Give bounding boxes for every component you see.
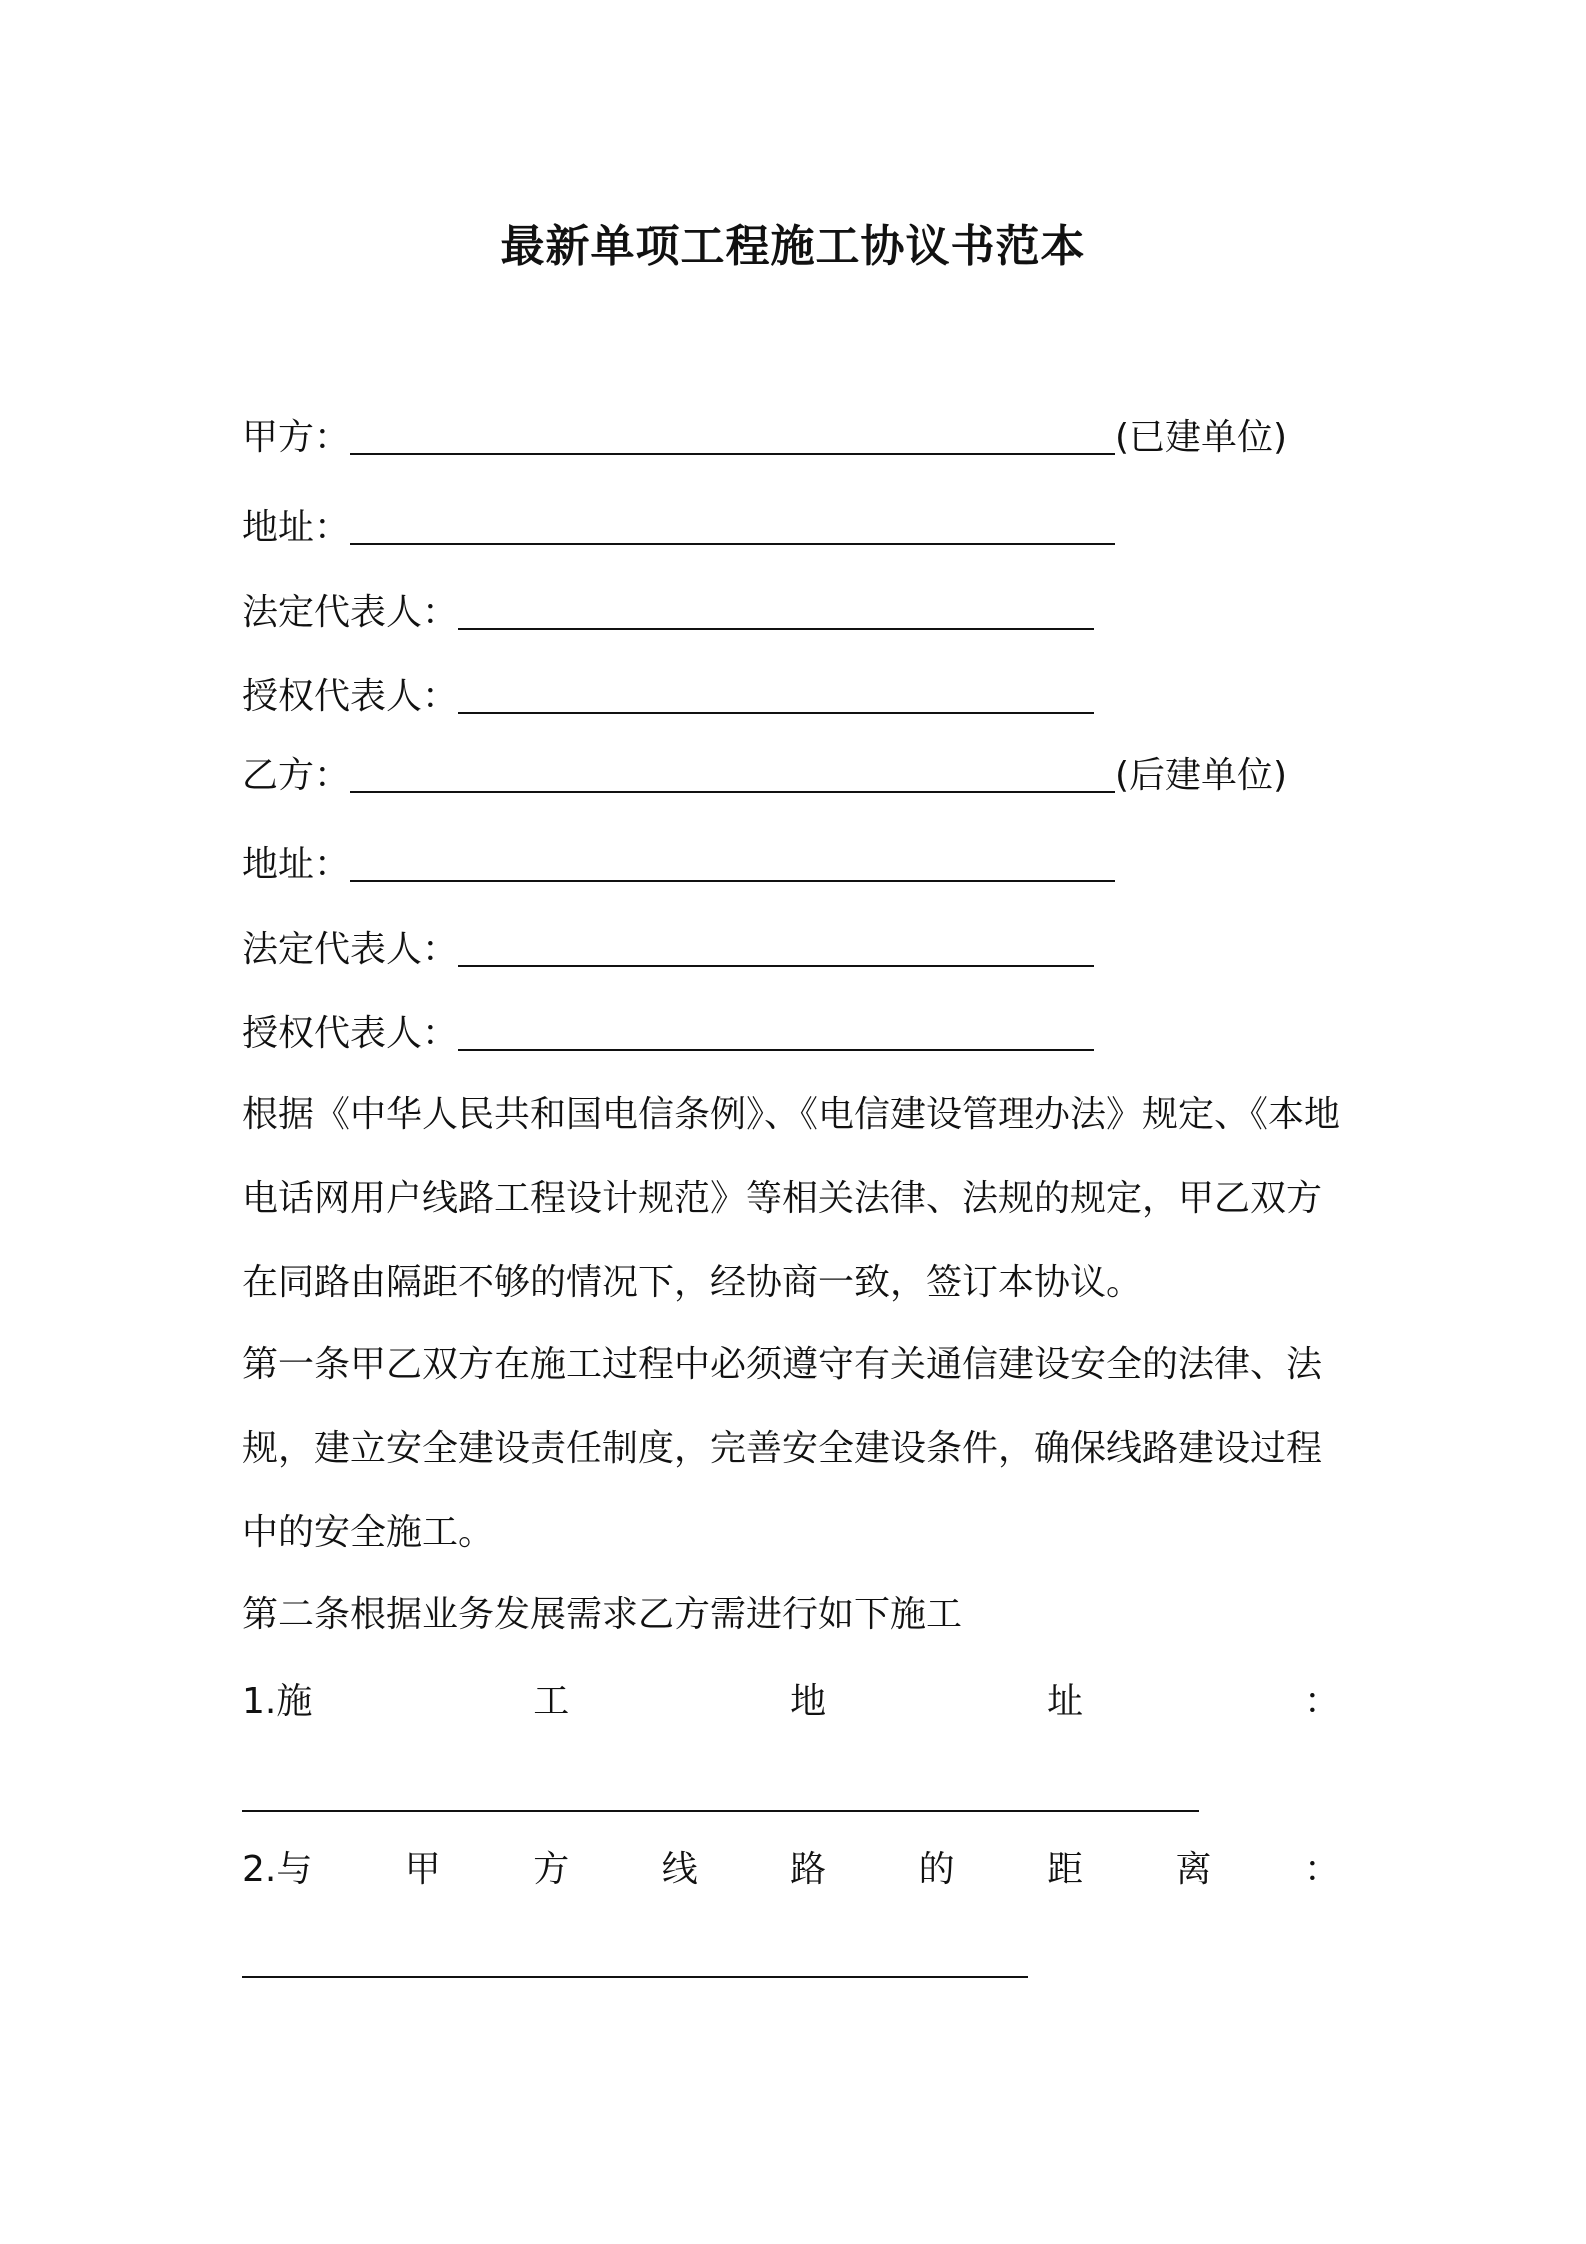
party-b-address-line	[242, 840, 1115, 890]
item-1-part: 址	[1047, 1681, 1084, 1722]
item-1-blank[interactable]	[242, 1808, 1199, 1812]
item-2-part: ：	[1303, 1849, 1340, 1890]
intro-paragraph: 根据《中华人民共和国电信条例》、《电信建设管理办法》规定、《本地电话网用户线路工程设计规范》等相关法律、法规的规定，甲乙双方在同路由隔距不够的情况下，经协商一致，签订本协议。	[242, 1094, 1341, 1303]
item-2-part: 甲	[404, 1849, 441, 1890]
item-2-part: 路	[790, 1849, 827, 1890]
party-b-suffix: (后建单位)	[1115, 755, 1288, 796]
item-2-part: 线	[661, 1849, 698, 1890]
party-a-address-line	[242, 503, 1115, 553]
item-2-blank[interactable]	[242, 1974, 1028, 1978]
party-a-blank[interactable]	[350, 419, 1115, 455]
party-a-legal-rep-label: 法定代表人：	[242, 592, 459, 633]
party-b-blank[interactable]	[350, 757, 1115, 793]
item-2-part: 方	[533, 1849, 570, 1890]
item-2-line	[242, 1845, 1340, 1895]
party-b-legal-rep-label: 法定代表人：	[242, 929, 459, 970]
article-1-paragraph: 第一条甲乙双方在施工过程中必须遵守有关通信建设安全的法律、法规，建立安全建设责任制度，完善安全建设条件，确保线路建设过程中的安全施工。	[242, 1344, 1323, 1553]
party-a-auth-rep-line	[242, 672, 1094, 722]
party-a-line	[242, 413, 1287, 463]
party-a-auth-rep-blank[interactable]	[458, 678, 1094, 714]
party-a-legal-rep-line	[242, 588, 1094, 638]
item-2-part: 离	[1175, 1849, 1212, 1890]
article-2-paragraph: 第二条根据业务发展需求乙方需进行如下施工	[242, 1594, 963, 1635]
party-a-suffix: (已建单位)	[1115, 417, 1288, 458]
party-b-legal-rep-blank[interactable]	[458, 931, 1094, 967]
document-title: 最新单项工程施工协议书范本	[500, 221, 1086, 272]
party-b-legal-rep-line	[242, 925, 1094, 975]
party-b-auth-rep-line	[242, 1009, 1094, 1059]
party-b-label: 乙方：	[242, 755, 351, 796]
party-a-legal-rep-blank[interactable]	[458, 594, 1094, 630]
item-1-part: 工	[533, 1681, 570, 1722]
item-1-part: 1.施	[242, 1681, 313, 1722]
party-a-address-blank[interactable]	[350, 509, 1115, 545]
item-2-part: 距	[1047, 1849, 1084, 1890]
item-2-part: 2.与	[242, 1849, 313, 1890]
item-1-line	[242, 1677, 1340, 1727]
party-a-auth-rep-label: 授权代表人：	[242, 676, 459, 717]
party-b-address-blank[interactable]	[350, 846, 1115, 882]
item-2-part: 的	[918, 1849, 955, 1890]
party-b-address-label: 地址：	[242, 844, 351, 885]
party-b-line	[242, 751, 1287, 801]
party-a-address-label: 地址：	[242, 507, 351, 548]
party-b-auth-rep-label: 授权代表人：	[242, 1013, 459, 1054]
party-b-auth-rep-blank[interactable]	[458, 1015, 1094, 1051]
party-a-label: 甲方：	[242, 417, 351, 458]
item-1-part: 地	[790, 1681, 827, 1722]
item-1-part: ：	[1303, 1681, 1340, 1722]
